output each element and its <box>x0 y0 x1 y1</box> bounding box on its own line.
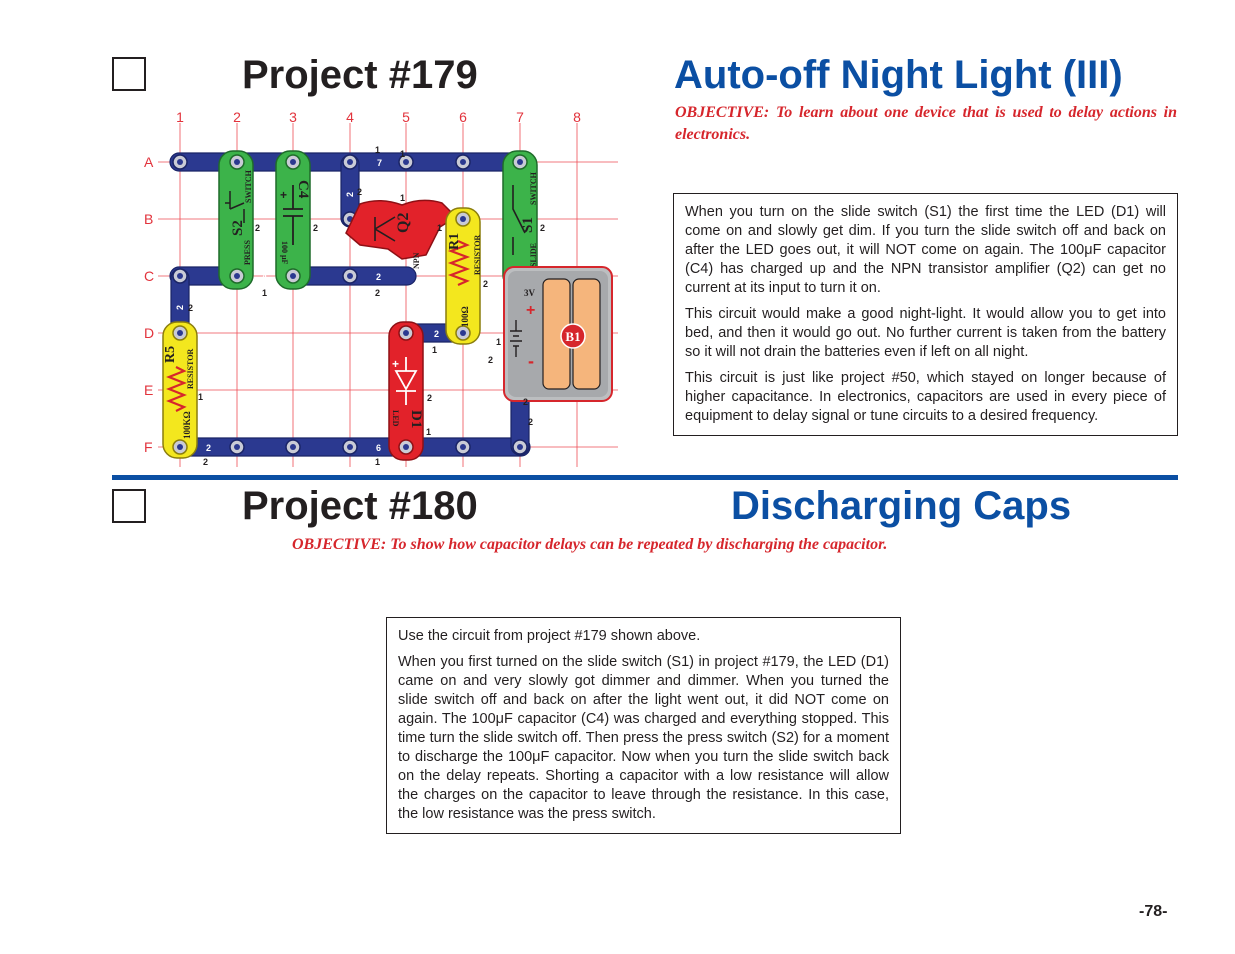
s2-kind: SWITCH <box>244 170 253 203</box>
page-number: -78- <box>1139 903 1168 920</box>
wire-number: 2 <box>376 272 382 282</box>
level-number: 2 <box>528 417 534 427</box>
c4-value: 100 μF <box>280 241 289 265</box>
project-179-objective: OBJECTIVE: To learn about one device that is used to delay actions in electronics. <box>675 104 1177 143</box>
grid-row-d: D <box>144 325 155 341</box>
resistor-r1 <box>446 208 482 344</box>
q2-type: NPN <box>412 252 421 269</box>
wire-number: 2 <box>345 191 355 197</box>
wire-number: 7 <box>377 158 383 168</box>
s1-ref: S1 <box>520 217 536 233</box>
r1-kind: RESISTOR <box>473 234 482 275</box>
level-number: 1 <box>400 149 406 159</box>
project-180-name: Discharging Caps <box>731 484 1072 528</box>
project-180-paragraph: When you first turned on the slide switch (S1) in project #179, the LED (D1) came on and very slowly got dimmer and dimmer. When you turned the slide switch off and back on after the light went out, it did NOT come on again. The 100μF capacitor (C4) was charged and everything stopped. This time turn the slide switch off. Then press the press switch (S2) for a moment to discharge the 100μF capacitor. Now when you turn the slide switch back on the delay repeats. Shorting a capacitor with a low resistance will allow the charges on the capacitor to leave through the resistance. In this case, the low resistance was the press switch. <box>398 654 889 822</box>
d1-ref: D1 <box>408 410 424 429</box>
wire-number: 2 <box>434 329 440 339</box>
project-179-description <box>673 193 1178 436</box>
project-179-number: Project #179 <box>242 53 478 97</box>
level-number: 2 <box>357 187 363 197</box>
r1-value: 100Ω <box>460 306 470 327</box>
b1-voltage: 3V <box>524 288 535 298</box>
level-number: 1 <box>437 223 443 233</box>
b1-plus: + <box>526 302 536 319</box>
r1-ref: R1 <box>447 232 462 250</box>
grid-col-5: 5 <box>402 109 410 125</box>
project-180-number: Project #180 <box>242 484 478 528</box>
transistor-q2 <box>346 200 456 269</box>
battery-b1 <box>504 267 612 401</box>
level-number: 1 <box>375 145 381 155</box>
b1-ref: B1 <box>565 329 581 344</box>
led-d1 <box>389 322 424 460</box>
level-number: 1 <box>198 392 204 402</box>
project-179-checkbox[interactable] <box>112 57 146 91</box>
c4-ref: C4 <box>295 180 311 199</box>
grid-row-b: B <box>144 211 154 227</box>
grid-row-c: C <box>144 268 155 284</box>
project-180-objective: OBJECTIVE: To show how capacitor delays can be repeated by discharging the capacitor. <box>292 536 888 553</box>
level-number: 2 <box>313 223 319 233</box>
s1-type: SLIDE <box>529 242 538 267</box>
level-number: 1 <box>432 345 438 355</box>
project-180-paragraph: Use the circuit from project #179 shown above. <box>398 628 701 644</box>
level-number: 2 <box>255 223 261 233</box>
r5-ref: R5 <box>163 345 178 363</box>
wire-number: 6 <box>376 443 382 453</box>
grid-col-1: 1 <box>176 109 184 125</box>
s1-kind: SWITCH <box>529 172 538 205</box>
level-number: 2 <box>375 288 381 298</box>
level-number: 1 <box>262 288 268 298</box>
project-180-description <box>386 617 901 834</box>
level-number: 1 <box>496 337 502 347</box>
d1-kind: LED <box>391 410 400 427</box>
grid-col-2: 2 <box>233 109 241 125</box>
level-number: 1 <box>375 457 381 467</box>
circuit-diagram <box>140 105 620 470</box>
level-number: 1 <box>426 427 432 437</box>
grid-col-7: 7 <box>516 109 524 125</box>
wire-number: 2 <box>175 304 185 310</box>
level-number: 2 <box>427 393 433 403</box>
project-180-checkbox[interactable] <box>112 489 146 523</box>
wire-number: 2 <box>206 443 212 453</box>
level-number: 2 <box>523 397 529 407</box>
grid-row-f: F <box>144 439 153 455</box>
project-179-paragraph: This circuit would make a good night-light. It would allow you to get into bed, and then it would go out. No further current is taken from the battery so it will not drain the batteries even if left on all night. <box>685 306 1166 360</box>
project-179-name: Auto-off Night Light (III) <box>674 53 1123 97</box>
level-number: 2 <box>540 223 546 233</box>
level-number: 1 <box>400 193 406 203</box>
press-switch-s2 <box>219 151 253 289</box>
s2-ref: S2 <box>230 220 246 236</box>
project-179-paragraph: When you turn on the slide switch (S1) the first time the LED (D1) will come on and slowly get dim. If you turn the slide switch off and back on after the LED goes out, it will NOT come on again. The 100μF capacitor (C4) has charged up and the NPN transistor amplifier (Q2) can get no current at its input to turn it on. <box>685 204 1166 296</box>
r5-kind: RESISTOR <box>186 348 195 389</box>
capacitor-c4 <box>276 151 311 289</box>
grid-col-3: 3 <box>289 109 297 125</box>
d1-plus: + <box>392 357 400 371</box>
grid-col-4: 4 <box>346 109 354 125</box>
s2-type: PRESS <box>243 240 252 265</box>
c4-plus: + <box>280 188 288 202</box>
grid-row-e: E <box>144 382 154 398</box>
r5-value: 100KΩ <box>182 411 192 439</box>
grid-row-a: A <box>144 154 154 170</box>
grid-col-6: 6 <box>459 109 467 125</box>
resistor-r5 <box>163 322 197 458</box>
b1-minus: - <box>528 351 534 371</box>
section-divider <box>112 475 1178 480</box>
level-number: 2 <box>483 279 489 289</box>
wire-number: 4 <box>262 272 268 282</box>
level-number: 2 <box>188 303 194 313</box>
level-number: 2 <box>203 457 209 467</box>
project-179-paragraph: This circuit is just like project #50, which stayed on longer because of higher capacitance. In electronics, capacitors are used in every piece of equipment to delay signal or tune circuits to a desired frequency. <box>685 370 1166 424</box>
grid-col-8: 8 <box>573 109 581 125</box>
level-number: 2 <box>488 355 494 365</box>
q2-ref: Q2 <box>395 212 412 233</box>
